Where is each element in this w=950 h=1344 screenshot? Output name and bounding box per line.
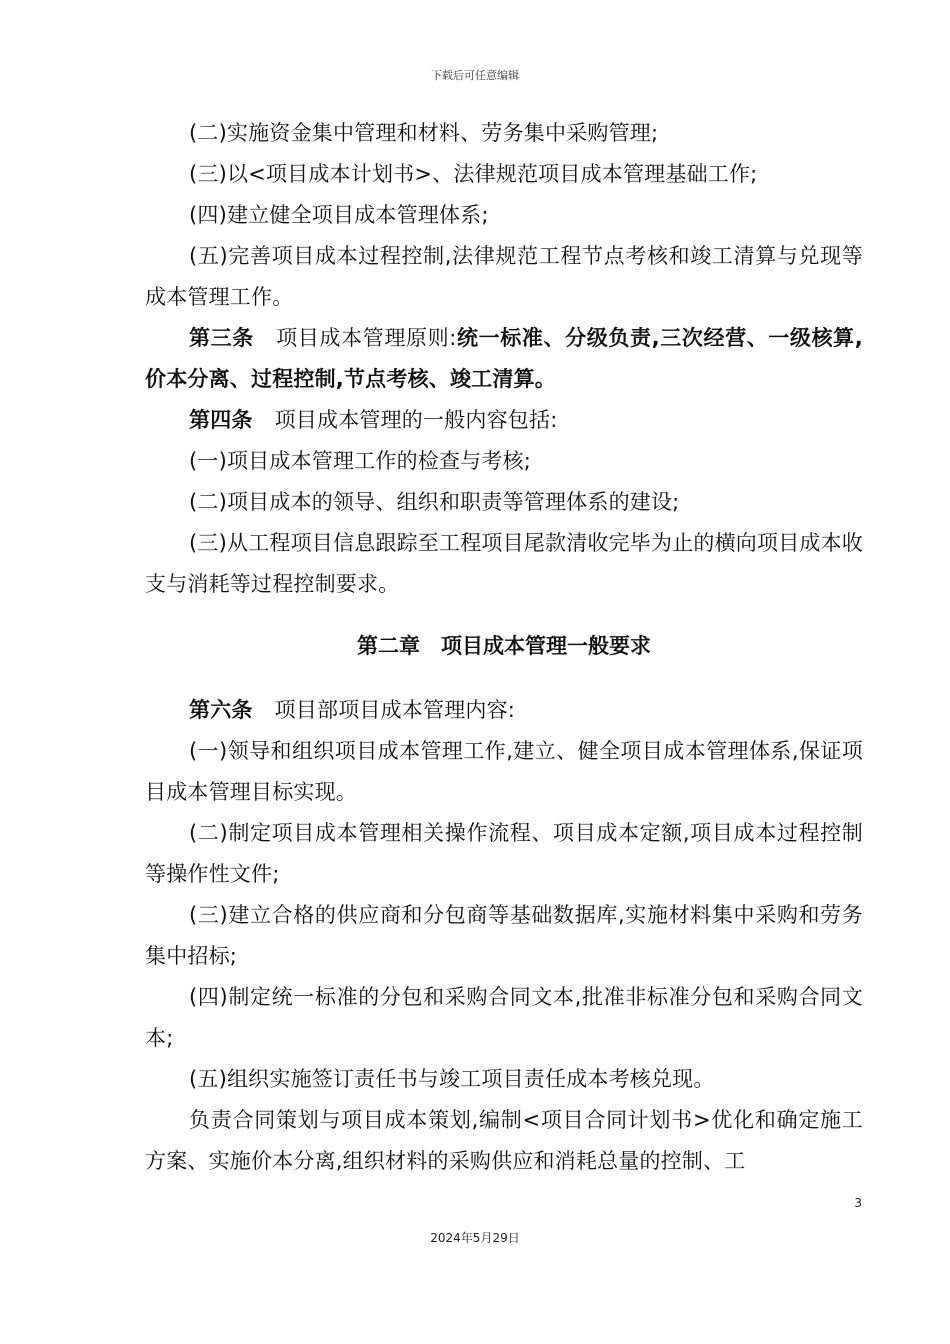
- header-note: 下载后可任意编辑: [431, 69, 519, 82]
- paragraph: (五)组织实施签订责任书与竣工项目责任成本考核兑现。: [189, 1067, 715, 1091]
- paragraph: (二)制定项目成本管理相关操作流程、项目成本定额,项目成本过程控制等操作性文件;: [145, 821, 863, 886]
- paragraph: (二)实施资金集中管理和材料、劳务集中采购管理;: [189, 121, 659, 145]
- paragraph: (三)以<项目成本计划书>、法律规范项目成本管理基础工作;: [189, 162, 758, 186]
- paragraph: (一)领导和组织项目成本管理工作,建立、健全项目成本管理体系,保证项目成本管理目标实现。: [145, 739, 863, 804]
- paragraph: (一)项目成本管理工作的检查与考核;: [189, 449, 532, 473]
- paragraph: (四)制定统一标准的分包和采购合同文本,批准非标准分包和采购合同文本;: [145, 985, 863, 1050]
- footer-date: 2024年5月29日: [430, 1231, 520, 1245]
- article-4-label: 第四条: [189, 408, 253, 432]
- article-6-text: 项目部项目成本管理内容:: [274, 698, 516, 722]
- article-3-text: 统一标准、分级负责,三次经营、一级核算,价本分离、过程控制,节点考核、竣工清算。: [145, 326, 863, 391]
- page-number: 3: [854, 1196, 862, 1210]
- paragraph: (三)建立合格的供应商和分包商等基础数据库,实施材料集中采购和劳务集中招标;: [145, 903, 863, 968]
- article-6: [145, 690, 863, 731]
- paragraph: (二)项目成本的领导、组织和职责等管理体系的建设;: [189, 490, 680, 514]
- paragraph: (四)建立健全项目成本管理体系;: [189, 203, 489, 227]
- article-4-text: 项目成本管理的一般内容包括:: [274, 408, 558, 432]
- article-3-label: 第三条: [189, 326, 254, 350]
- document-body: [145, 113, 863, 1182]
- chapter-title: 第二章 项目成本管理一般要求: [357, 634, 651, 658]
- paragraph: (三)从工程项目信息跟踪至工程项目尾款清收完毕为止的横向项目成本收支与消耗等过程控制要求。: [145, 531, 863, 596]
- article-3: [145, 318, 863, 400]
- article-4: [145, 400, 863, 441]
- article-3-lead: 项目成本管理原则:: [275, 326, 457, 350]
- paragraph: 负责合同策划与项目成本策划,编制<项目合同计划书>优化和确定施工方案、实施价本分离,组织材料的采购供应和消耗总量的控制、工: [145, 1108, 863, 1173]
- article-6-label: 第六条: [189, 698, 253, 722]
- paragraph: (五)完善项目成本过程控制,法律规范工程节点考核和竣工清算与兑现等成本管理工作。: [145, 244, 863, 309]
